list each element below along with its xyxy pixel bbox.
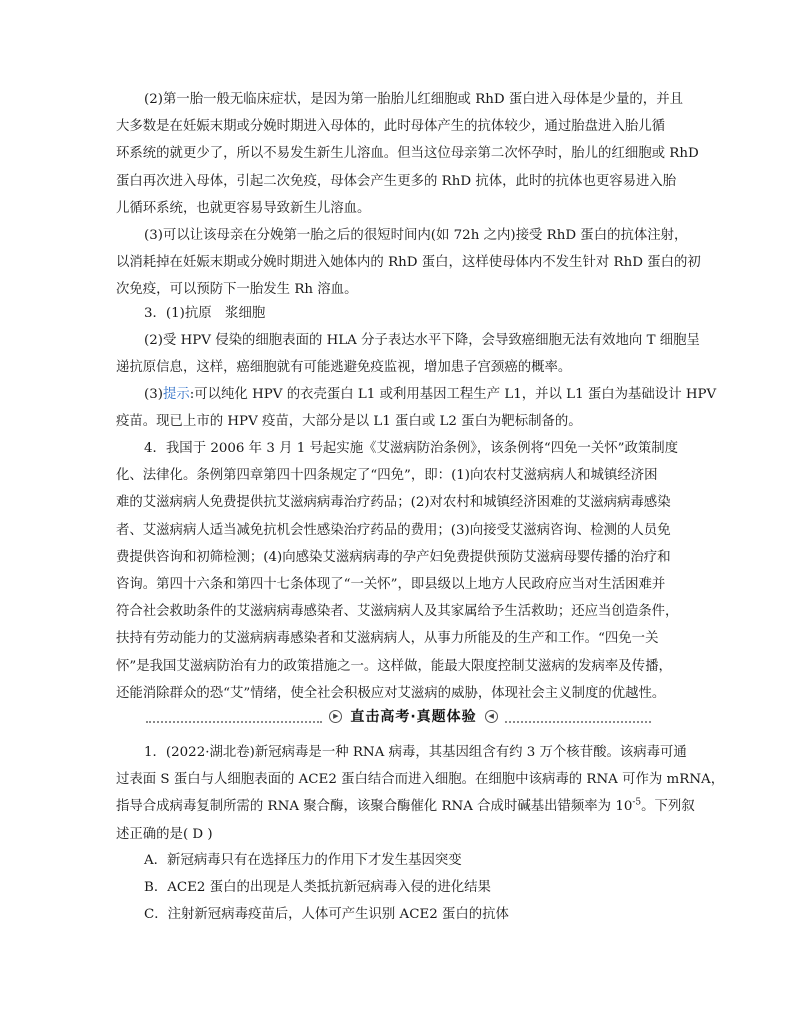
answer-q3-part2	[116, 327, 700, 381]
text-line: 符合社会救助条件的艾滋病病毒感染者、艾滋病病人及其家属给予生活救助；还应当创造条件，	[116, 604, 679, 620]
answer-q4-paragraph	[116, 435, 682, 707]
answer-2-paragraph	[116, 86, 699, 222]
text-line: 者、艾滋病病人适当减免抗机会性感染治疗药品的费用；(3)向接受艾滋病咨询、检测的人员免	[116, 522, 671, 538]
play-left-icon: ◀	[485, 710, 498, 723]
text-line: 3．(1)抗原 浆细胞	[144, 306, 266, 321]
hint-text: :可以纯化 HPV 的衣壳蛋白 L1 或利用基因工程生产 L1，并以 L1 蛋白为基础设计 HPV	[189, 387, 717, 402]
text-line: 述正确的是( D )	[116, 826, 213, 842]
text-line: 儿循环系统，也就更容易导致新生儿溶血。	[116, 200, 371, 216]
exponent: -5	[632, 797, 642, 808]
text-line: 难的艾滋病病人免费提供抗艾滋病病毒治疗药品；(2)对农村和城镇经济困难的艾滋病病毒感染	[116, 495, 671, 511]
text-line: 费提供咨询和初筛检测；(4)向感染艾滋病病毒的孕产妇免费提供预防艾滋病母婴传播的治疗和	[116, 549, 671, 565]
section-title-text: 直击高考·真题体验	[350, 709, 477, 725]
stem-text: 指导合成病毒复制所需的 RNA 聚合酶，该聚合酶催化 RNA 合成时碱基出错频率为 10	[116, 799, 633, 815]
hint-link[interactable]: 提示	[162, 387, 190, 402]
text-line: 蛋白再次进入母体，引起二次免疫，母体会产生更多的 RhD 抗体，此时的抗体也更容易进入胎	[116, 173, 677, 189]
text-line: 递抗原信息，这样，癌细胞就有可能逃避免疫监视，增加患子宫颈癌的概率。	[116, 360, 572, 376]
text-line: 扶持有劳动能力的艾滋病病毒感染者和艾滋病病人，从事力所能及的生产和工作。“四免一关	[116, 631, 659, 647]
divider-left	[146, 721, 322, 723]
exam-options	[116, 847, 682, 929]
text-line: 大多数是在妊娠末期或分娩时期进入母体的，此时母体产生的抗体较少，通过胎盘进入胎儿循	[116, 119, 666, 135]
section-banner	[146, 704, 651, 728]
text-line: 1．(2022·湖北卷)新冠病毒是一种 RNA 病毒，其基因组含有约 3 万个核苷酸。该病毒可通	[144, 745, 687, 760]
text-line: 4．我国于 2006 年 3 月 1 号起实施《艾滋病防治条例》，该条例将“四免一关怀”政策制度	[144, 441, 679, 456]
play-right-icon: ▶	[329, 710, 342, 723]
text-line	[116, 793, 695, 820]
section-title	[322, 705, 505, 727]
text-line: (2)受 HPV 侵染的细胞表面的 HLA 分子表达水平下降，会导致癌细胞无法有效地向 T 细胞呈	[144, 333, 700, 348]
exam-question-stem	[116, 739, 725, 848]
text-line: 过表面 S 蛋白与人细胞表面的 ACE2 蛋白结合而进入细胞。在细胞中该病毒的 RNA 可作为 mRNA，	[116, 772, 725, 788]
option-c: C．注射新冠病毒疫苗后，人体可产生识别 ACE2 蛋白的抗体	[144, 907, 509, 923]
text-line	[116, 381, 717, 408]
text-line: 环系统的就更少了，所以不易发生新生儿溶血。但当这位母亲第二次怀孕时，胎儿的红细胞或 RhD	[116, 146, 699, 162]
divider-right	[505, 721, 651, 723]
text-line: (2)第一胎一般无临床症状，是因为第一胎胎儿红细胞或 RhD 蛋白进入母体是少量的，并且	[144, 92, 683, 107]
text-line: 疫苗。现已上市的 HPV 疫苗，大部分是以 L1 蛋白或 L2 蛋白为靶标制备的。	[116, 414, 582, 430]
answer-q3-part3	[116, 381, 717, 435]
option-a: A．新冠病毒只有在选择压力的作用下才发生基因突变	[144, 853, 462, 868]
text-line: 还能消除群众的恐“艾”情绪，使全社会积极应对艾滋病的威胁，体现社会主义制度的优越性。	[116, 685, 666, 701]
text-line: (3)可以让该母亲在分娩第一胎之后的很短时间内(如 72h 之内)接受 RhD 蛋白的抗体注射，	[144, 228, 688, 243]
item-number: (3)	[144, 387, 163, 402]
option-b: B．ACE2 蛋白的出现是人类抵抗新冠病毒入侵的进化结果	[144, 880, 491, 896]
text-line: 次免疫，可以预防下一胎发生 Rh 溶血。	[116, 282, 358, 298]
stem-text-tail: 。下列叙	[641, 799, 695, 815]
text-line: 化、法律化。条例第四章第四十四条规定了“四免”，即：(1)向农村艾滋病病人和城镇经济困	[116, 468, 658, 484]
text-line: 怀”是我国艾滋病防治有力的政策措施之一。这样做，能最大限度控制艾滋病的发病率及传播，	[116, 658, 672, 674]
text-line: 咨询。第四十六条和第四十七条体现了“一关怀”，即县级以上地方人民政府应当对生活困难并	[116, 577, 666, 593]
text-line: 以消耗掉在妊娠末期或分娩时期进入她体内的 RhD 蛋白，这样使母体内不发生针对 RhD 蛋白的初	[116, 255, 701, 271]
answer-3-paragraph	[116, 222, 701, 304]
answer-q3-part1	[116, 300, 682, 327]
